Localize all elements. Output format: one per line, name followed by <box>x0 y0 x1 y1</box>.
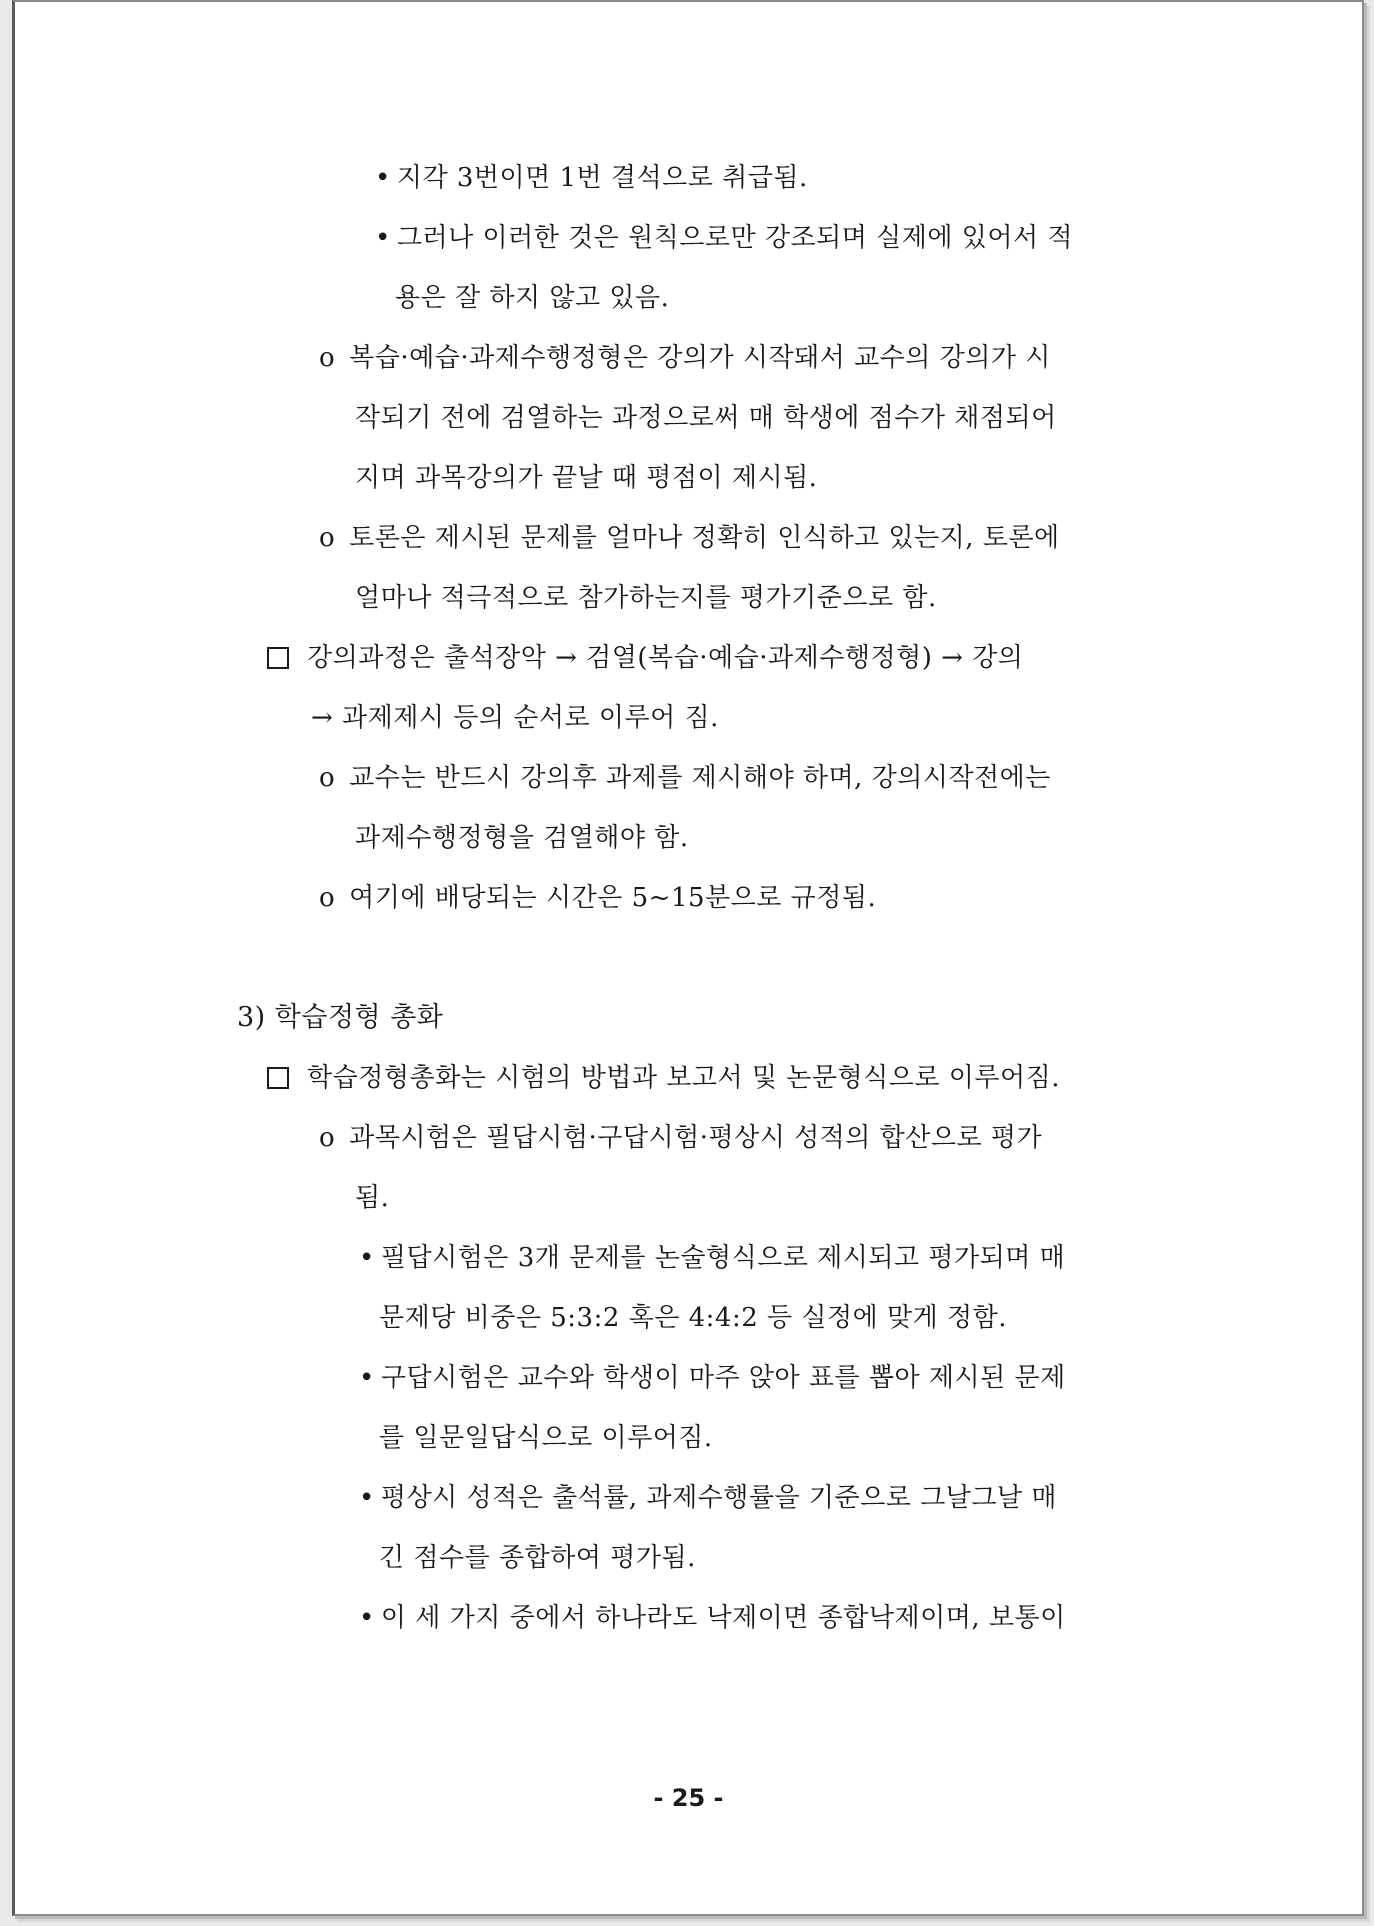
continuation-line <box>311 700 719 736</box>
continuation-line <box>379 1540 696 1576</box>
line-text: 이 세 가지 중에서 하나라도 낙제이면 종합낙제이며, 보통이 <box>380 1603 1066 1633</box>
square-bullet-icon <box>267 647 289 669</box>
continuation-line <box>379 1300 1007 1336</box>
circle-marker: o <box>319 523 336 553</box>
square-bullet-icon <box>267 1067 289 1089</box>
line-text: 를 일문일답식으로 이루어짐. <box>379 1423 713 1453</box>
circle-marker: o <box>319 343 336 373</box>
bullet-marker: • <box>375 223 391 253</box>
line-text: 평상시 성적은 출석률, 과제수행률을 기준으로 그날그날 매 <box>380 1483 1057 1513</box>
circle-marker: o <box>319 1123 336 1153</box>
circle-item-line <box>319 760 1051 796</box>
bullet-marker: • <box>359 1483 375 1513</box>
line-text: 과제수행정형을 검열해야 함. <box>355 823 689 853</box>
line-text: 과목시험은 필답시험·구답시험·평상시 성적의 합산으로 평가 <box>349 1123 1043 1153</box>
page-number: - 25 - <box>653 1784 724 1812</box>
bullet-line <box>375 160 808 196</box>
circle-item-line <box>319 1120 1042 1156</box>
line-text: 용은 잘 하지 않고 있음. <box>395 283 670 313</box>
continuation-line <box>355 1180 389 1216</box>
line-text: 3) 학습정형 총화 <box>237 1002 444 1033</box>
bullet-line <box>359 1480 1057 1516</box>
circle-marker: o <box>319 763 336 793</box>
bullet-line <box>375 220 1073 256</box>
line-text: 작되기 전에 검열하는 과정으로써 매 학생에 점수가 채점되어 <box>355 403 1057 433</box>
line-text: 학습정형총화는 시험의 방법과 보고서 및 논문형식으로 이루어짐. <box>307 1063 1060 1093</box>
line-text: 얼마나 적극적으로 참가하는지를 평가기준으로 함. <box>355 583 937 613</box>
circle-marker: o <box>319 883 336 913</box>
bullet-line <box>359 1600 1066 1636</box>
bullet-marker: • <box>359 1603 375 1633</box>
line-text: 토론은 제시된 문제를 얼마나 정확히 인식하고 있는지, 토론에 <box>349 523 1060 553</box>
square-item-line <box>267 1060 1060 1096</box>
square-item-line <box>267 640 1023 676</box>
line-text: 문제당 비중은 5:3:2 혹은 4:4:2 등 실정에 맞게 정함. <box>379 1303 1008 1333</box>
bullet-line <box>359 1360 1066 1396</box>
line-text: 교수는 반드시 강의후 과제를 제시해야 하며, 강의시작전에는 <box>349 763 1051 793</box>
line-text: 그러나 이러한 것은 원칙으로만 강조되며 실제에 있어서 적 <box>396 223 1073 253</box>
section-heading <box>237 1000 443 1036</box>
bullet-marker: • <box>359 1243 375 1273</box>
line-text: 구답시험은 교수와 학생이 마주 앉아 표를 뽑아 제시된 문제 <box>380 1363 1066 1393</box>
line-text: 지각 3번이면 1번 결석으로 취급됨. <box>396 163 808 193</box>
line-text: 여기에 배당되는 시간은 5~15분으로 규정됨. <box>349 883 877 913</box>
continuation-line <box>379 1420 713 1456</box>
line-text: → 과제제시 등의 순서로 이루어 짐. <box>311 703 719 733</box>
circle-item-line <box>319 880 876 916</box>
bullet-line <box>359 1240 1065 1276</box>
line-text: 긴 점수를 종합하여 평가됨. <box>379 1543 696 1573</box>
bullet-marker: • <box>359 1363 375 1393</box>
line-text: 필답시험은 3개 문제를 논술형식으로 제시되고 평가되며 매 <box>380 1243 1066 1273</box>
circle-item-line <box>319 520 1060 556</box>
line-text: 지며 과목강의가 끝날 때 평점이 제시됨. <box>355 463 818 493</box>
continuation-line <box>355 820 689 856</box>
circle-item-line <box>319 340 1051 376</box>
continuation-line <box>355 400 1057 436</box>
continuation-line <box>395 280 669 316</box>
line-text: 강의과정은 출석장악 → 검열(복습·예습·과제수행정형) → 강의 <box>307 643 1024 673</box>
line-text: 됨. <box>355 1183 390 1213</box>
continuation-line <box>355 580 937 616</box>
bullet-marker: • <box>375 163 391 193</box>
line-text: 복습·예습·과제수행정형은 강의가 시작돼서 교수의 강의가 시 <box>349 343 1051 373</box>
document-page <box>12 0 1364 1916</box>
continuation-line <box>355 460 817 496</box>
